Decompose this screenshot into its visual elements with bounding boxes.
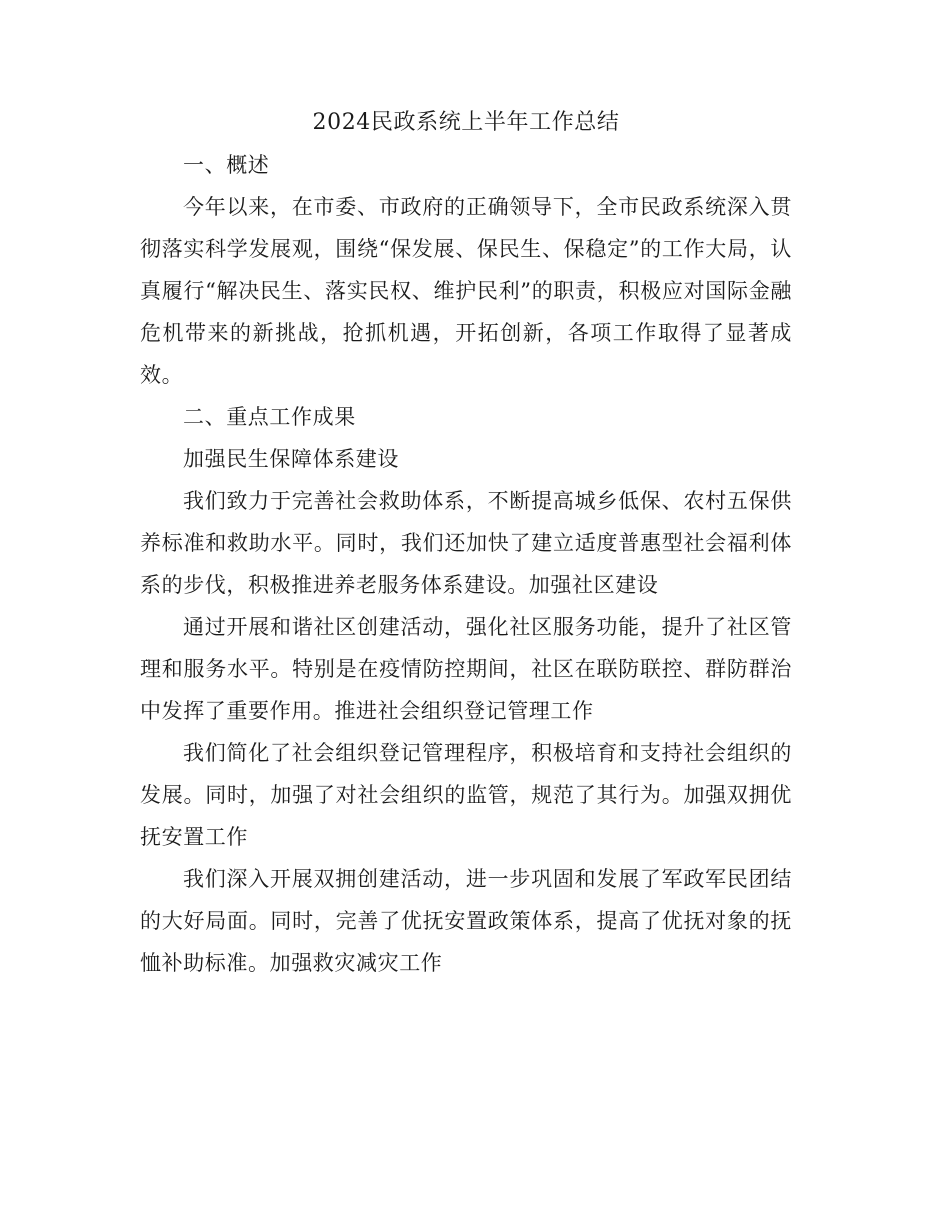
paragraph-military-support: 我们深入开展双拥创建活动，进一步巩固和发展了军政军民团结的大好局面。同时，完善了优抚安置政策体系，提高了优抚对象的抚恤补助标准。加强救灾减灾工作 xyxy=(140,867,792,975)
paragraph-social-assistance: 我们致力于完善社会救助体系，不断提高城乡低保、农村五保供养标准和救助水平。同时，我们还加快了建立适度普惠型社会福利体系的步伐，积极推进养老服务体系建设。加强社区建设 xyxy=(140,489,792,597)
section-heading-overview: 一、概述 xyxy=(183,153,270,177)
subheading-livelihood-security: 加强民生保障体系建设 xyxy=(183,447,399,471)
section-heading-key-achievements: 二、重点工作成果 xyxy=(183,405,356,429)
overview-paragraph: 今年以来，在市委、市政府的正确领导下，全市民政系统深入贯彻落实科学发展观，围绕“保发展、保民生、保稳定”的工作大局，认真履行“解决民生、落实民权、维护民利”的职责，积极应对国际金融危机带来的新挑战，抢抓机遇，开拓创新，各项工作取得了显著成效。 xyxy=(140,195,792,387)
paragraph-community-building: 通过开展和谐社区创建活动，强化社区服务功能，提升了社区管理和服务水平。特别是在疫情防控期间，社区在联防联控、群防群治中发挥了重要作用。推进社会组织登记管理工作 xyxy=(140,615,792,723)
document-title: 2024民政系统上半年工作总结 xyxy=(312,110,620,135)
paragraph-social-organizations: 我们简化了社会组织登记管理程序，积极培育和支持社会组织的发展。同时，加强了对社会组织的监管，规范了其行为。加强双拥优抚安置工作 xyxy=(140,741,792,849)
document-body xyxy=(140,102,792,984)
